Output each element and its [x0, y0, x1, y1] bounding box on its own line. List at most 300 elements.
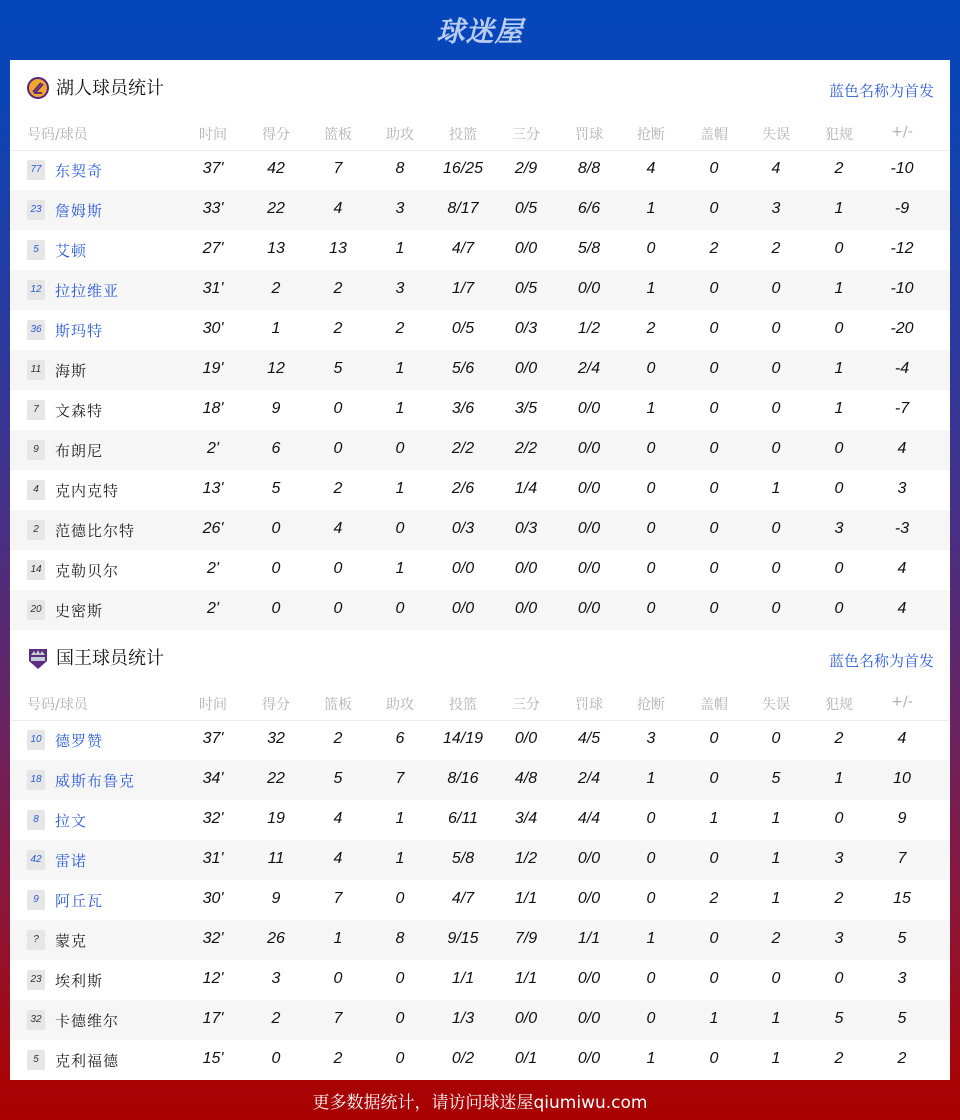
stat-cell: 31'	[202, 280, 224, 297]
player-row[interactable]	[10, 150, 950, 190]
stat-cell: 5/8	[451, 850, 475, 867]
column-header[interactable]: 抢断	[637, 127, 665, 143]
stat-cell: 2	[834, 1050, 844, 1067]
player-row[interactable]	[10, 960, 950, 1000]
column-header[interactable]: 失误	[762, 697, 790, 713]
stat-cell: 15'	[202, 1050, 224, 1067]
stat-cell: 0/0	[514, 1010, 538, 1027]
player-name[interactable]: 克勒贝尔	[55, 562, 120, 580]
stat-cell: 9	[271, 890, 281, 907]
jersey-number-badge: 23	[27, 970, 45, 990]
stat-cell: 13	[329, 240, 347, 257]
stat-cell: 0	[646, 360, 656, 377]
stat-cell: 4/4	[577, 810, 601, 827]
stat-cell: 1	[646, 930, 656, 947]
stat-cell: 4	[771, 160, 781, 177]
player-row[interactable]	[10, 1000, 950, 1040]
player-row[interactable]	[10, 350, 950, 390]
stat-cell: 1	[395, 850, 405, 867]
player-name[interactable]: 史密斯	[55, 602, 104, 620]
player-row[interactable]	[10, 510, 950, 550]
stat-cell: 22	[267, 770, 285, 787]
column-header[interactable]: 投篮	[449, 127, 477, 143]
jersey-number-badge: 12	[27, 280, 45, 300]
stat-cell: 4	[333, 810, 343, 827]
stat-cell: 10	[893, 770, 911, 787]
player-name[interactable]: 威斯布鲁克	[55, 772, 136, 790]
player-name[interactable]: 斯玛特	[55, 322, 104, 340]
stat-cell: 1	[834, 400, 844, 417]
stat-cell: 0/3	[514, 320, 538, 337]
player-name[interactable]: 德罗赞	[55, 732, 104, 750]
stat-cell: 3/5	[514, 400, 538, 417]
player-name[interactable]: 东契奇	[55, 162, 104, 180]
stat-cell: 0	[709, 730, 719, 747]
brand-logo[interactable]: 球迷屋	[436, 15, 524, 48]
column-header-row	[10, 116, 950, 151]
stat-cell: 4	[897, 440, 907, 457]
stat-cell: 3	[271, 970, 281, 987]
stat-cell: 5/6	[451, 360, 475, 377]
player-name[interactable]: 拉文	[55, 812, 88, 830]
column-header[interactable]: 助攻	[386, 697, 414, 713]
stat-cell: 6	[395, 730, 405, 747]
stat-cell: 9	[897, 810, 907, 827]
stat-cell: 0	[646, 560, 656, 577]
stat-cell: 2	[333, 320, 343, 337]
stat-cell: 0	[709, 850, 719, 867]
stat-cell: 4/7	[451, 890, 475, 907]
jersey-number-badge: 9	[27, 890, 45, 910]
stat-cell: 1	[333, 930, 343, 947]
stat-cell: 0	[333, 400, 343, 417]
stat-cell: 0	[646, 520, 656, 537]
stat-cell: 4/7	[451, 240, 475, 257]
stat-cell: 2	[395, 320, 405, 337]
stat-cell: 2	[709, 240, 719, 257]
stat-cell: 0	[395, 520, 405, 537]
stat-cell: 2/4	[577, 360, 601, 377]
player-name[interactable]: 克利福德	[55, 1052, 120, 1070]
player-row[interactable]	[10, 550, 950, 590]
stat-cell: 5	[834, 1010, 844, 1027]
stat-cell: 0	[709, 200, 719, 217]
stat-cell: 4	[333, 200, 343, 217]
stat-cell: 26	[267, 930, 285, 947]
stat-cell: 0	[834, 600, 844, 617]
stat-cell: 1	[646, 1050, 656, 1067]
column-header[interactable]: +/-	[891, 124, 913, 140]
column-header[interactable]: 三分	[512, 127, 540, 143]
stat-cell: 0/1	[514, 1050, 538, 1067]
stat-cell: 3	[897, 480, 907, 497]
stat-cell: 5	[897, 1010, 907, 1027]
stat-cell: 1/7	[451, 280, 475, 297]
stat-cell: 42	[267, 160, 285, 177]
stat-cell: 0	[709, 1050, 719, 1067]
stat-cell: 2	[771, 240, 781, 257]
player-row[interactable]	[10, 1040, 950, 1080]
stat-cell: 2	[333, 730, 343, 747]
stat-cell: 0	[771, 320, 781, 337]
stat-cell: 0/0	[577, 520, 601, 537]
column-header[interactable]: +/-	[891, 694, 913, 710]
stat-cell: 0	[771, 440, 781, 457]
stat-cell: 0	[395, 1050, 405, 1067]
stat-cell: 1	[395, 810, 405, 827]
stat-cell: 9/15	[447, 930, 479, 947]
stat-cell: 30'	[202, 890, 224, 907]
stat-cell: 1/1	[514, 970, 538, 987]
column-header[interactable]: 时间	[199, 127, 227, 143]
stat-cell: 7	[395, 770, 405, 787]
stat-cell: 2	[834, 730, 844, 747]
stat-cell: 7	[333, 1010, 343, 1027]
stat-cell: 6	[271, 440, 281, 457]
stat-cell: 1	[709, 810, 719, 827]
stat-cell: 0/3	[451, 520, 475, 537]
player-row[interactable]	[10, 920, 950, 960]
stat-cell: 1	[771, 480, 781, 497]
stat-cell: 2	[271, 1010, 281, 1027]
site-footer	[0, 1080, 960, 1120]
stat-cell: 0	[395, 970, 405, 987]
stat-cell: 0	[646, 810, 656, 827]
stat-cell: 12'	[202, 970, 224, 987]
stat-cell: 0	[395, 600, 405, 617]
stat-cell: 4	[897, 600, 907, 617]
stat-cell: 0/3	[514, 520, 538, 537]
stat-cell: 0	[834, 320, 844, 337]
stat-cell: 0	[271, 600, 281, 617]
player-name[interactable]: 文森特	[55, 402, 104, 420]
player-row[interactable]	[10, 310, 950, 350]
stat-cell: 7	[897, 850, 907, 867]
column-header[interactable]: 助攻	[386, 127, 414, 143]
column-header[interactable]: 时间	[199, 697, 227, 713]
stat-cell: 0	[646, 850, 656, 867]
stat-cell: 5	[271, 480, 281, 497]
player-name[interactable]: 雷诺	[55, 852, 88, 870]
stat-cell: 0/0	[577, 400, 601, 417]
stat-cell: 7	[333, 160, 343, 177]
stat-cell: 12	[267, 360, 285, 377]
jersey-number-badge: 11	[27, 360, 45, 380]
stat-cell: 27'	[202, 240, 224, 257]
jersey-number-badge: 14	[27, 560, 45, 580]
stat-cell: 1	[771, 1010, 781, 1027]
stat-cell: 2	[271, 280, 281, 297]
jersey-number-badge: 8	[27, 810, 45, 830]
stat-cell: 2	[834, 890, 844, 907]
stat-cell: 3	[395, 280, 405, 297]
stat-cell: 0/0	[577, 440, 601, 457]
starter-note: 蓝色名称为首发	[828, 652, 934, 670]
stat-cell: 0/2	[451, 1050, 475, 1067]
stat-cell: 2/2	[514, 440, 538, 457]
jersey-number-badge: 36	[27, 320, 45, 340]
column-header[interactable]: 犯规	[825, 697, 853, 713]
stat-cell: 32	[267, 730, 285, 747]
stat-cell: 0/0	[451, 560, 475, 577]
player-row[interactable]	[10, 270, 950, 310]
stat-cell: 0/0	[577, 1050, 601, 1067]
stat-cell: 0	[333, 440, 343, 457]
stat-cell: 0/0	[514, 360, 538, 377]
stat-cell: 0	[771, 730, 781, 747]
player-name[interactable]: 蒙克	[55, 932, 88, 950]
stat-cell: -9	[894, 200, 910, 217]
stat-cell: 1/1	[451, 970, 475, 987]
team-title: 国王球员统计	[56, 648, 164, 669]
stat-cell: 0	[834, 560, 844, 577]
stat-cell: 2/4	[577, 770, 601, 787]
stat-cell: 19'	[202, 360, 224, 377]
stat-cell: 0	[709, 440, 719, 457]
stat-cell: 1	[771, 1050, 781, 1067]
player-name[interactable]: 克内克特	[55, 482, 120, 500]
player-name[interactable]: 阿丘瓦	[55, 892, 104, 910]
stat-cell: 0	[271, 520, 281, 537]
footer-link[interactable]: 更多数据统计，请访问球迷屋qiumiwu.com	[312, 1092, 648, 1113]
stat-cell: 0/0	[577, 890, 601, 907]
stat-cell: 3	[395, 200, 405, 217]
stat-cell: 0	[709, 480, 719, 497]
column-header[interactable]: 盖帽	[700, 697, 728, 713]
stat-cell: 33'	[202, 200, 224, 217]
stat-cell: 0	[709, 400, 719, 417]
jersey-number-badge: 5	[27, 1050, 45, 1070]
stat-cell: 0	[834, 440, 844, 457]
stat-cell: 3	[834, 930, 844, 947]
stat-cell: 0	[333, 970, 343, 987]
column-header-player: 号码/球员	[27, 127, 88, 143]
stat-cell: 9	[271, 400, 281, 417]
lakers-section-header	[10, 60, 950, 116]
stat-cell: 15	[893, 890, 911, 907]
stat-cell: 0	[395, 890, 405, 907]
player-name[interactable]: 卡德维尔	[55, 1012, 120, 1030]
column-header[interactable]: 三分	[512, 697, 540, 713]
stat-cell: 2	[897, 1050, 907, 1067]
stat-cell: 18'	[202, 400, 224, 417]
stat-cell: 1	[834, 770, 844, 787]
jersey-number-badge: ?	[27, 930, 45, 950]
stat-cell: 8	[395, 160, 405, 177]
player-name[interactable]: 拉拉维亚	[55, 282, 120, 300]
stat-cell: -10	[890, 280, 914, 297]
column-header[interactable]: 投篮	[449, 697, 477, 713]
stat-cell: 32'	[202, 930, 224, 947]
player-row[interactable]	[10, 430, 950, 470]
stat-cell: 0	[646, 890, 656, 907]
stat-cell: 34'	[202, 770, 224, 787]
stat-cell: 1	[646, 280, 656, 297]
stat-cell: 0/0	[514, 560, 538, 577]
column-header[interactable]: 犯规	[825, 127, 853, 143]
stat-cell: 1	[395, 400, 405, 417]
column-header-row	[10, 686, 950, 721]
stat-cell: 5	[771, 770, 781, 787]
player-row[interactable]	[10, 720, 950, 760]
stat-cell: 1	[395, 240, 405, 257]
column-header[interactable]: 得分	[262, 127, 290, 143]
stat-cell: 0	[709, 160, 719, 177]
player-row[interactable]	[10, 760, 950, 800]
stat-cell: -10	[890, 160, 914, 177]
column-header[interactable]: 篮板	[324, 127, 352, 143]
stat-cell: 0/5	[514, 280, 538, 297]
jersey-number-badge: 18	[27, 770, 45, 790]
jersey-number-badge: 2	[27, 520, 45, 540]
column-header-player: 号码/球员	[27, 697, 88, 713]
stat-cell: 4	[646, 160, 656, 177]
player-row[interactable]	[10, 470, 950, 510]
stat-cell: 0	[834, 240, 844, 257]
player-name[interactable]: 埃利斯	[55, 972, 104, 990]
stat-cell: 13'	[202, 480, 224, 497]
stat-cell: 0	[834, 480, 844, 497]
stat-cell: 2	[771, 930, 781, 947]
lakers-logo-icon	[27, 77, 49, 99]
column-header[interactable]: 失误	[762, 127, 790, 143]
stat-cell: 0/0	[514, 240, 538, 257]
starter-note: 蓝色名称为首发	[828, 82, 934, 100]
stat-cell: 4	[897, 730, 907, 747]
player-name[interactable]: 詹姆斯	[55, 202, 104, 220]
player-name[interactable]: 范德比尔特	[55, 522, 136, 540]
stat-cell: -20	[890, 320, 914, 337]
stat-cell: 0/0	[577, 480, 601, 497]
stat-cell: 3/4	[514, 810, 538, 827]
stat-cell: 2	[333, 280, 343, 297]
stat-cell: 5	[333, 770, 343, 787]
kings-logo-icon	[27, 647, 49, 669]
stat-cell: 0	[709, 930, 719, 947]
stat-cell: 37'	[202, 160, 224, 177]
jersey-number-badge: 32	[27, 1010, 45, 1030]
column-header[interactable]: 篮板	[324, 697, 352, 713]
stat-cell: 2'	[207, 600, 219, 617]
stat-cell: 0	[709, 560, 719, 577]
stat-cell: 19	[267, 810, 285, 827]
stat-cell: 1/3	[451, 1010, 475, 1027]
stat-cell: 1	[646, 200, 656, 217]
stat-cell: 3/6	[451, 400, 475, 417]
stat-cell: 11	[267, 850, 285, 867]
stat-cell: 0/0	[577, 850, 601, 867]
stat-cell: 0	[709, 970, 719, 987]
stat-cell: 4/5	[577, 730, 601, 747]
stat-cell: 3	[646, 730, 656, 747]
stat-cell: 1	[834, 280, 844, 297]
jersey-number-badge: 9	[27, 440, 45, 460]
stat-cell: 31'	[202, 850, 224, 867]
stat-cell: 0	[709, 520, 719, 537]
stat-cell: 26'	[202, 520, 224, 537]
stat-cell: 2'	[207, 440, 219, 457]
stat-cell: 1	[395, 360, 405, 377]
stat-cell: 2	[333, 480, 343, 497]
stat-cell: 0	[646, 480, 656, 497]
stat-cell: 8/17	[447, 200, 479, 217]
stat-cell: 0	[709, 280, 719, 297]
player-name[interactable]: 海斯	[55, 362, 88, 380]
stat-cell: 4	[333, 850, 343, 867]
stat-cell: 0/0	[577, 970, 601, 987]
stat-cell: 0	[395, 440, 405, 457]
stat-cell: 5	[333, 360, 343, 377]
stat-cell: 2/6	[451, 480, 475, 497]
stat-cell: 0	[646, 1010, 656, 1027]
stat-cell: 0	[771, 560, 781, 577]
jersey-number-badge: 42	[27, 850, 45, 870]
stat-cell: 0	[646, 600, 656, 617]
stat-cell: 1	[771, 810, 781, 827]
stat-cell: -12	[890, 240, 914, 257]
player-row[interactable]	[10, 880, 950, 920]
team-title: 湖人球员统计	[56, 78, 164, 99]
stat-cell: 1	[395, 560, 405, 577]
jersey-number-badge: 7	[27, 400, 45, 420]
player-row[interactable]	[10, 390, 950, 430]
stat-cell: 3	[771, 200, 781, 217]
stat-cell: 0/0	[577, 1010, 601, 1027]
stat-cell: 0/5	[514, 200, 538, 217]
stat-cell: -4	[894, 360, 910, 377]
stat-cell: 6/6	[577, 200, 601, 217]
stat-cell: 32'	[202, 810, 224, 827]
player-row[interactable]	[10, 590, 950, 630]
stat-cell: 4/8	[514, 770, 538, 787]
stat-cell: 8/8	[577, 160, 601, 177]
column-header[interactable]: 罚球	[575, 127, 603, 143]
player-name[interactable]: 布朗尼	[55, 442, 104, 460]
stat-cell: 22	[267, 200, 285, 217]
stat-cell: 0	[709, 600, 719, 617]
stat-cell: 1	[395, 480, 405, 497]
stat-cell: -3	[894, 520, 910, 537]
column-header[interactable]: 盖帽	[700, 127, 728, 143]
stat-cell: 2'	[207, 560, 219, 577]
player-row[interactable]	[10, 800, 950, 840]
stat-cell: 1/2	[514, 850, 538, 867]
stat-cell: 4	[333, 520, 343, 537]
column-header[interactable]: 抢断	[637, 697, 665, 713]
player-row[interactable]	[10, 190, 950, 230]
stat-cell: 2	[333, 1050, 343, 1067]
stat-cell: 0	[771, 520, 781, 537]
player-name[interactable]: 艾顿	[55, 242, 88, 260]
stat-cell: 0	[709, 360, 719, 377]
stat-cell: 4	[897, 560, 907, 577]
stat-cell: 8	[395, 930, 405, 947]
jersey-number-badge: 77	[27, 160, 45, 180]
stat-cell: 30'	[202, 320, 224, 337]
column-header[interactable]: 罚球	[575, 697, 603, 713]
stat-cell: 5	[897, 930, 907, 947]
stat-cell: 0	[333, 600, 343, 617]
stat-cell: 37'	[202, 730, 224, 747]
stat-cell: 2	[834, 160, 844, 177]
player-row[interactable]	[10, 230, 950, 270]
stat-cell: 0	[771, 970, 781, 987]
stat-cell: 5/8	[577, 240, 601, 257]
stat-cell: 13	[267, 240, 285, 257]
player-row[interactable]	[10, 840, 950, 880]
stat-cell: 0	[271, 560, 281, 577]
column-header[interactable]: 得分	[262, 697, 290, 713]
